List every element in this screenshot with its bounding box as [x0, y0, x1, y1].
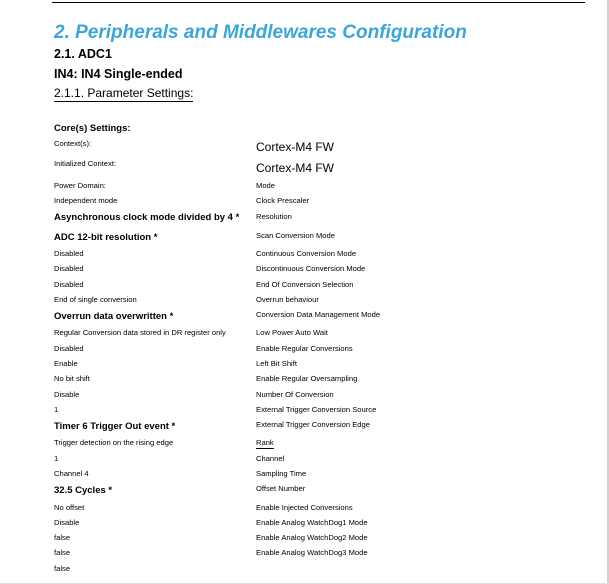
left-row-value: Disabled	[54, 264, 84, 273]
left-row-value: false	[54, 533, 71, 542]
left-row-value: Overrun data overwritten *	[54, 311, 174, 322]
left-row-initialized-context: Initialized Context:	[54, 159, 117, 168]
right-row-param: Enable Analog WatchDog3 Mode	[256, 548, 368, 557]
left-row-value: Independent mode	[54, 196, 118, 205]
parameter-settings-title: 2.1.1. Parameter Settings:	[54, 86, 194, 100]
right-row-param: Scan Conversion Mode	[256, 231, 335, 240]
right-row-param: Left Bit Shift	[256, 359, 297, 368]
right-row-param: Number Of Conversion	[256, 390, 334, 399]
left-row-value: false	[54, 564, 71, 573]
left-row-value: No offset	[54, 503, 85, 512]
right-row-param: Enable Regular Conversions	[256, 344, 353, 353]
right-row-param: Continuous Conversion Mode	[256, 249, 357, 258]
left-row-value: No bit shift	[54, 374, 90, 383]
right-row-param: Conversion Data Management Mode	[256, 310, 381, 319]
left-row-value: Channel 4	[54, 469, 89, 478]
right-row-param: Discontinuous Conversion Mode	[256, 264, 366, 273]
left-row-value: Regular Conversion data stored in DR register only	[54, 328, 226, 337]
left-row-value: Disabled	[54, 344, 84, 353]
right-row-param: Enable Regular Oversampling	[256, 374, 358, 383]
right-row-param: Resolution	[256, 212, 292, 221]
right-row-param: Enable Analog WatchDog1 Mode	[256, 518, 368, 527]
right-row-param: Overrun behaviour	[256, 295, 319, 304]
section-title: 2. Peripherals and Middlewares Configuration	[54, 22, 467, 43]
left-row-value: Disabled	[54, 280, 84, 289]
left-row-value: ADC 12-bit resolution *	[54, 232, 158, 243]
right-row-param: Offset Number	[256, 484, 306, 493]
left-row-value: Timer 6 Trigger Out event *	[54, 421, 176, 432]
left-row-value: Disable	[54, 390, 80, 399]
right-row-param: Clock Prescaler	[256, 196, 310, 205]
left-row-value: End of single conversion	[54, 295, 137, 304]
left-row-value: Disabled	[54, 249, 84, 258]
peripheral-title: 2.1. ADC1	[54, 47, 112, 61]
left-row-value: Trigger detection on the rising edge	[54, 438, 174, 447]
initialized-context-value: Cortex-M4 FW	[256, 161, 334, 175]
right-row-param: Low Power Auto Wait	[256, 328, 328, 337]
right-row-param: Enable Injected Conversions	[256, 503, 353, 512]
right-row-param: End Of Conversion Selection	[256, 280, 354, 289]
rank-label: Rank	[256, 438, 274, 447]
left-row-value: Enable	[54, 359, 78, 368]
right-row-param: Enable Analog WatchDog2 Mode	[256, 533, 368, 542]
left-row-context: Context(s):	[54, 139, 92, 148]
left-row-value: false	[54, 548, 71, 557]
left-row-value: 1	[54, 454, 59, 463]
right-row-param: External Trigger Conversion Edge	[256, 420, 370, 429]
right-row-param: Sampling Time	[256, 469, 307, 478]
core-settings-heading: Core(s) Settings:	[54, 123, 131, 134]
top-rule	[52, 2, 585, 3]
right-row-param: Mode	[256, 181, 275, 190]
left-row-value: 32.5 Cycles *	[54, 485, 113, 496]
right-row-param: External Trigger Conversion Source	[256, 405, 377, 414]
left-row-power-domain: Power Domain:	[54, 181, 106, 190]
channel-title: IN4: IN4 Single-ended	[54, 67, 183, 81]
left-row-value: Disable	[54, 518, 80, 527]
context-value: Cortex-M4 FW	[256, 140, 334, 154]
left-row-value: 1	[54, 405, 59, 414]
left-row-value: Asynchronous clock mode divided by 4 *	[54, 212, 240, 223]
right-row-param: Channel	[256, 454, 285, 463]
